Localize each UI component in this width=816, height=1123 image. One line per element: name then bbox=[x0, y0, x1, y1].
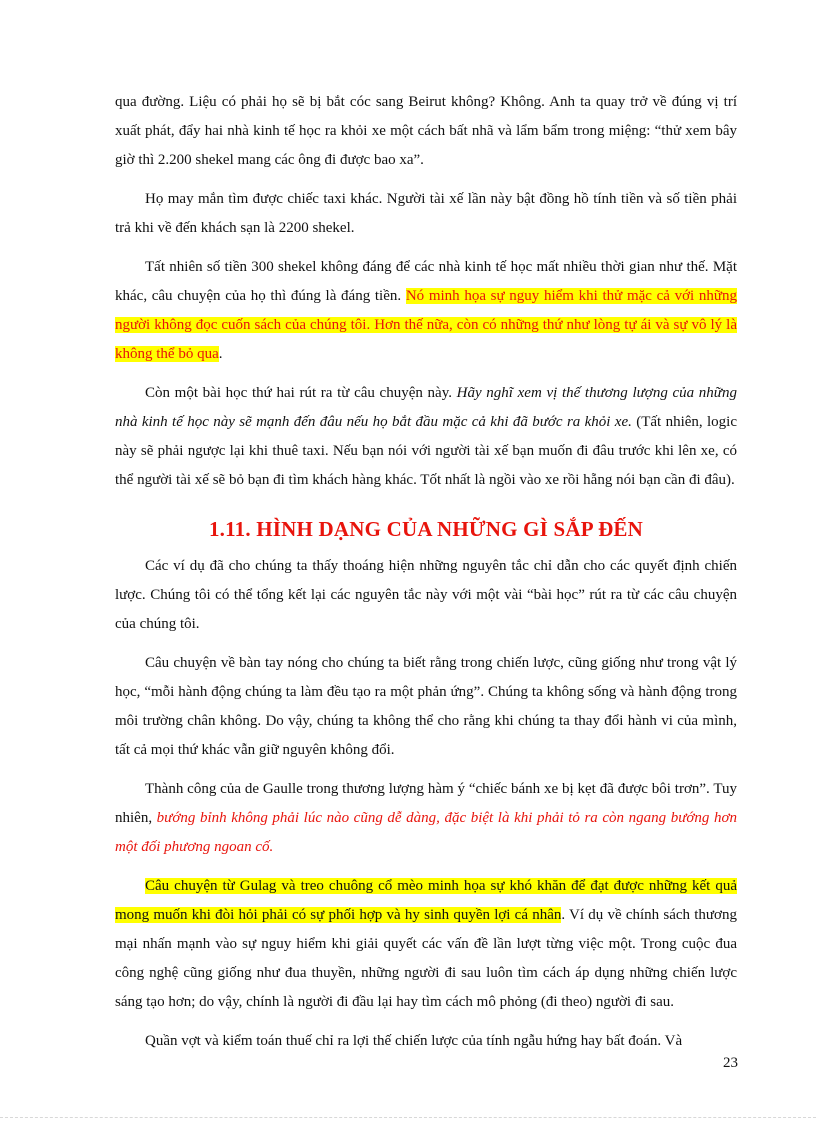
paragraph-hot-hand: Câu chuyện về bàn tay nóng cho chúng ta biết rằng trong chiến lược, cũng giống như trong vật lý học, “mỗi hành động chúng ta làm đều tạo ra một phản ứng”. Chúng ta không sống và hành động trong môi trường chân không. Do vậy, chúng ta không thể cho rằng khi chúng ta thay đổi hành vi của mình, tất cả mọi thứ khác vẫn giữ nguyên không đổi. bbox=[115, 655, 737, 758]
section-heading: 1.11. HÌNH DẠNG CỦA NHỮNG GÌ SẮP ĐẾN bbox=[208, 517, 644, 541]
paragraph-tennis: Quần vợt và kiểm toán thuế chỉ ra lợi thế chiến lược của tính ngẫu hứng hay bất đoán. Và bbox=[145, 1033, 683, 1049]
paragraph-taxi-return: qua đường. Liệu có phải họ sẽ bị bắt cóc sang Beirut không? Không. Anh ta quay trở về đúng vị trí xuất phát, đẩy hai nhà kinh tế học ra khỏi xe một cách bất nhã và lẩm bẩm trong miệng: “thử xem bây giờ thì 2.200 shekel mang các ông đi được bao xa”. bbox=[115, 94, 737, 168]
paragraph-second-taxi: Họ may mắn tìm được chiếc taxi khác. Người tài xế lần này bật đồng hồ tính tiền và số tiền phải trả khi về đến khách sạn là 2200 shekel. bbox=[115, 191, 737, 236]
gulag-rest: . Ví dụ về chính sách thương mại nhấn mạnh vào sự nguy hiểm khi giải quyết các vấn đề lần lượt từng việc một. Trong cuộc đua công nghệ cũng giống như đua thuyền, những người đi sau luôn tìm cách áp dụng những chiến lược sáng tạo hơn; do vậy, chính là người đi đầu lại hay tìm cách mô phỏng (đi theo) người đi sau. bbox=[115, 907, 737, 1010]
page-bottom-divider bbox=[0, 1117, 816, 1118]
paragraph-worth-end: . bbox=[218, 346, 223, 362]
paragraph-gulag bbox=[115, 872, 737, 1017]
de-gaulle-red-italic: bướng bỉnh không phải lúc nào cũng dễ dàng, đặc biệt là khi phải tỏ ra còn ngang bướng hơn một đối phương ngoan cố. bbox=[115, 810, 737, 855]
page-number: 23 bbox=[723, 1055, 738, 1071]
de-gaulle-text: Thành công của de Gaulle trong thương lượng hàm ý “chiếc bánh xe bị kẹt đã được bôi trơn”. Tuy nhiên, bbox=[115, 781, 737, 826]
second-lesson-intro: Còn một bài học thứ hai rút ra từ câu chuyện này. bbox=[145, 385, 457, 401]
second-lesson-rest: (Tất nhiên, logic này sẽ phải ngược lại khi thuê taxi. Nếu bạn nói với người tài xế bạn muốn đi đâu trước khi lên xe, có thể người tài xế sẽ bỏ bạn đi tìm khách hàng khác. Tốt nhất là ngồi vào xe rồi hẵng nói bạn cần đi đâu). bbox=[115, 414, 737, 488]
gulag-highlight: Câu chuyện từ Gulag và treo chuông cổ mèo minh họa sự khó khăn để đạt được những kết quả mong muốn khi đòi hỏi phải có sự phối hợp và hy sinh quyền lợi cá nhân bbox=[115, 878, 737, 923]
paragraph-worth-text: Tất nhiên số tiền 300 shekel không đáng để các nhà kinh tế học mất nhiều thời gian như thế. Mặt khác, câu chuyện của họ thì đúng là đáng tiền. bbox=[115, 259, 737, 304]
paragraph-worth bbox=[115, 253, 737, 369]
paragraph-second-lesson bbox=[115, 379, 737, 495]
paragraph-examples: Các ví dụ đã cho chúng ta thấy thoáng hiện những nguyên tắc chỉ dẫn cho các quyết định chiến lược. Chúng tôi có thể tổng kết lại các nguyên tắc này với một vài “bài học” rút ra từ các câu chuyện của chúng tôi. bbox=[115, 558, 737, 632]
document-page bbox=[115, 88, 737, 1066]
second-lesson-italic: Hãy nghĩ xem vị thế thương lượng của những nhà kinh tế học này sẽ mạnh đến đâu nếu họ bắt đầu mặc cả khi đã bước ra khỏi xe. bbox=[115, 385, 737, 430]
paragraph-de-gaulle bbox=[115, 775, 737, 862]
highlighted-lesson: Nó minh họa sự nguy hiểm khi thử mặc cả với những người không đọc cuốn sách của chúng tôi. Hơn thế nữa, còn có những thứ như lòng tự ái và sự vô lý là không thể bỏ qua bbox=[115, 288, 737, 362]
